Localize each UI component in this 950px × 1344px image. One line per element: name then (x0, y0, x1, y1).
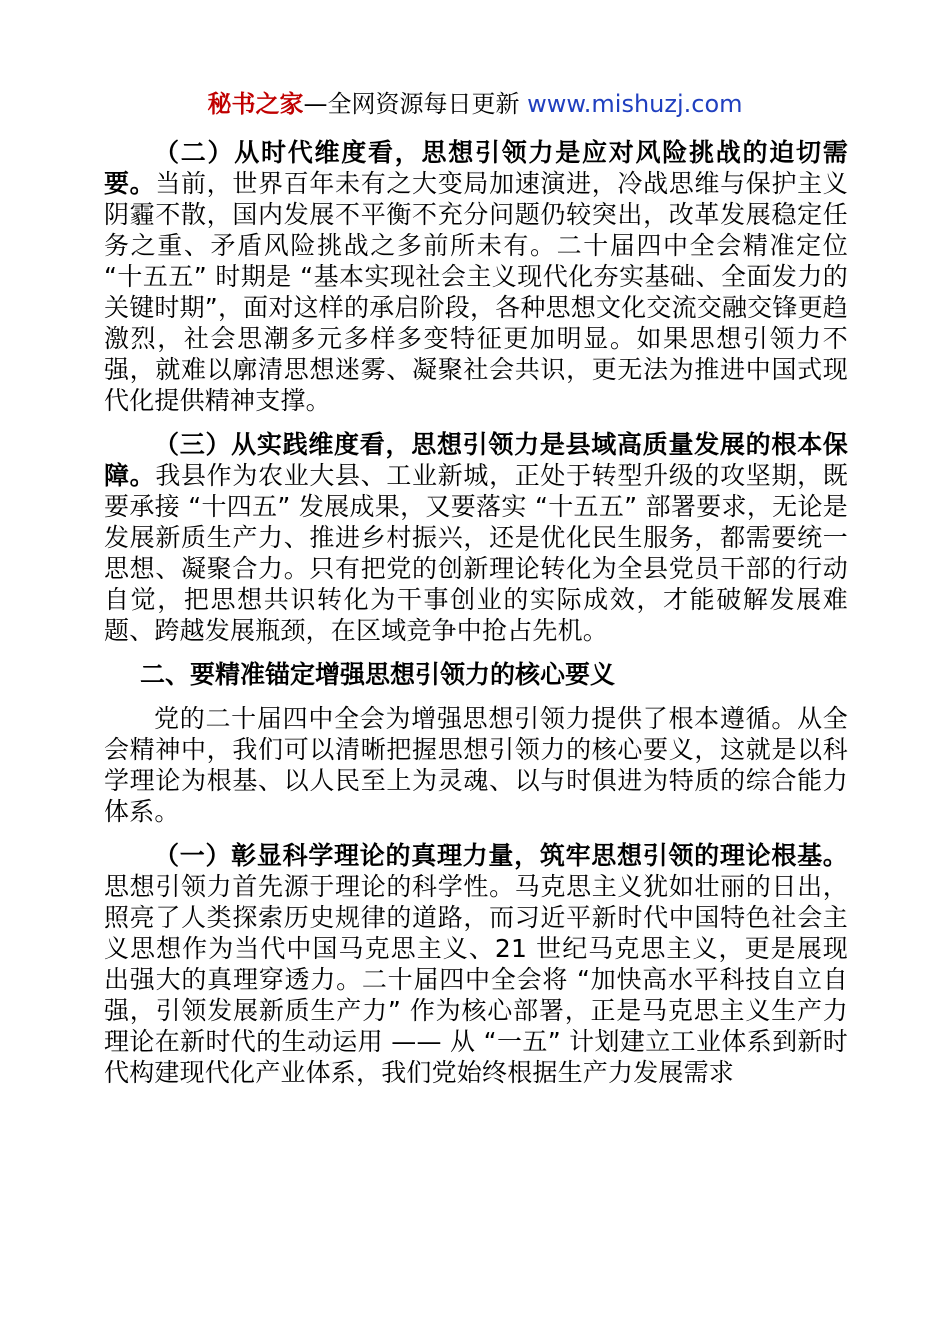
paragraph-text: 当前，世界百年未有之大变局加速演进，冷战思维与保护主义阴霾不散，国内发展不平衡不充分问题仍较突出，改革发展稳定任务之重、矛盾风险挑战之多前所未有。二十届四中全会精准定位 “十五五” 时期是 “基本实现社会主义现代化夯实基础、全面发力的关键时期”，面对这样的承启阶段，各种思想文化交流交融交锋更趋激烈，社会思潮多元多样多变特征更加明显。如果思想引领力不强，就难以廓清思想迷雾、凝聚社会共识，更无法为推进中国式现代化提供精神支撑。 (104, 169, 848, 415)
paragraph-practice-dimension (104, 429, 848, 646)
document-body (104, 137, 848, 1101)
paragraph-lead: （二）从时代维度看，思想引领力是应对风险挑战的迫切需要。 (104, 138, 848, 198)
paragraph-lead: （一）彰显科学理论的真理力量，筑牢思想引领的理论根基。 (154, 841, 848, 870)
section-intro-paragraph: 党的二十届四中全会为增强思想引领力提供了根本遵循。从全会精神中，我们可以清晰把握思想引领力的核心要义，这就是以科学理论为根基、以人民至上为灵魂、以与时俱进为特质的综合能力体系。 (104, 704, 848, 826)
paragraph-text: 思想引领力首先源于理论的科学性。马克思主义犹如壮丽的日出，照亮了人类探索历史规律的道路，而习近平新时代中国特色社会主义思想作为当代中国马克思主义、21 世纪马克思主义，更是展现出强大的真理穿透力。二十届四中全会将 “加快高水平科技自立自强，引领发展新质生产力” 作为核心部署，正是马克思主义生产力理论在新时代的生动运用 —— 从 “一五” 计划建立工业体系到新时代构建现代化产业体系，我们党始终根据生产力发展需求 (104, 872, 848, 1087)
paragraph-era-dimension (104, 137, 848, 416)
brand-name: 秘书之家 (207, 90, 304, 118)
site-url-link[interactable]: www.mishuzj.com (527, 90, 743, 118)
site-header (0, 88, 950, 120)
header-tagline: —全网资源每日更新 (303, 90, 528, 118)
paragraph-scientific-theory (104, 840, 848, 1088)
section-heading: 二、要精准锚定增强思想引领力的核心要义 (140, 660, 616, 689)
paragraph-text: 我县作为农业大县、工业新城，正处于转型升级的攻坚期，既要承接 “十四五” 发展成果，又要落实 “十五五” 部署要求，无论是发展新质生产力、推进乡村振兴，还是优化民生服务，都需要统一思想、凝聚合力。只有把党的创新理论转化为全县党员干部的行动自觉，把思想共识转化为干事创业的实际成效，才能破解发展难题、跨越发展瓶颈，在区域竞争中抢占先机。 (104, 461, 848, 645)
paragraph-lead: （三）从实践维度看，思想引领力是县域高质量发展的根本保障。 (104, 430, 848, 490)
